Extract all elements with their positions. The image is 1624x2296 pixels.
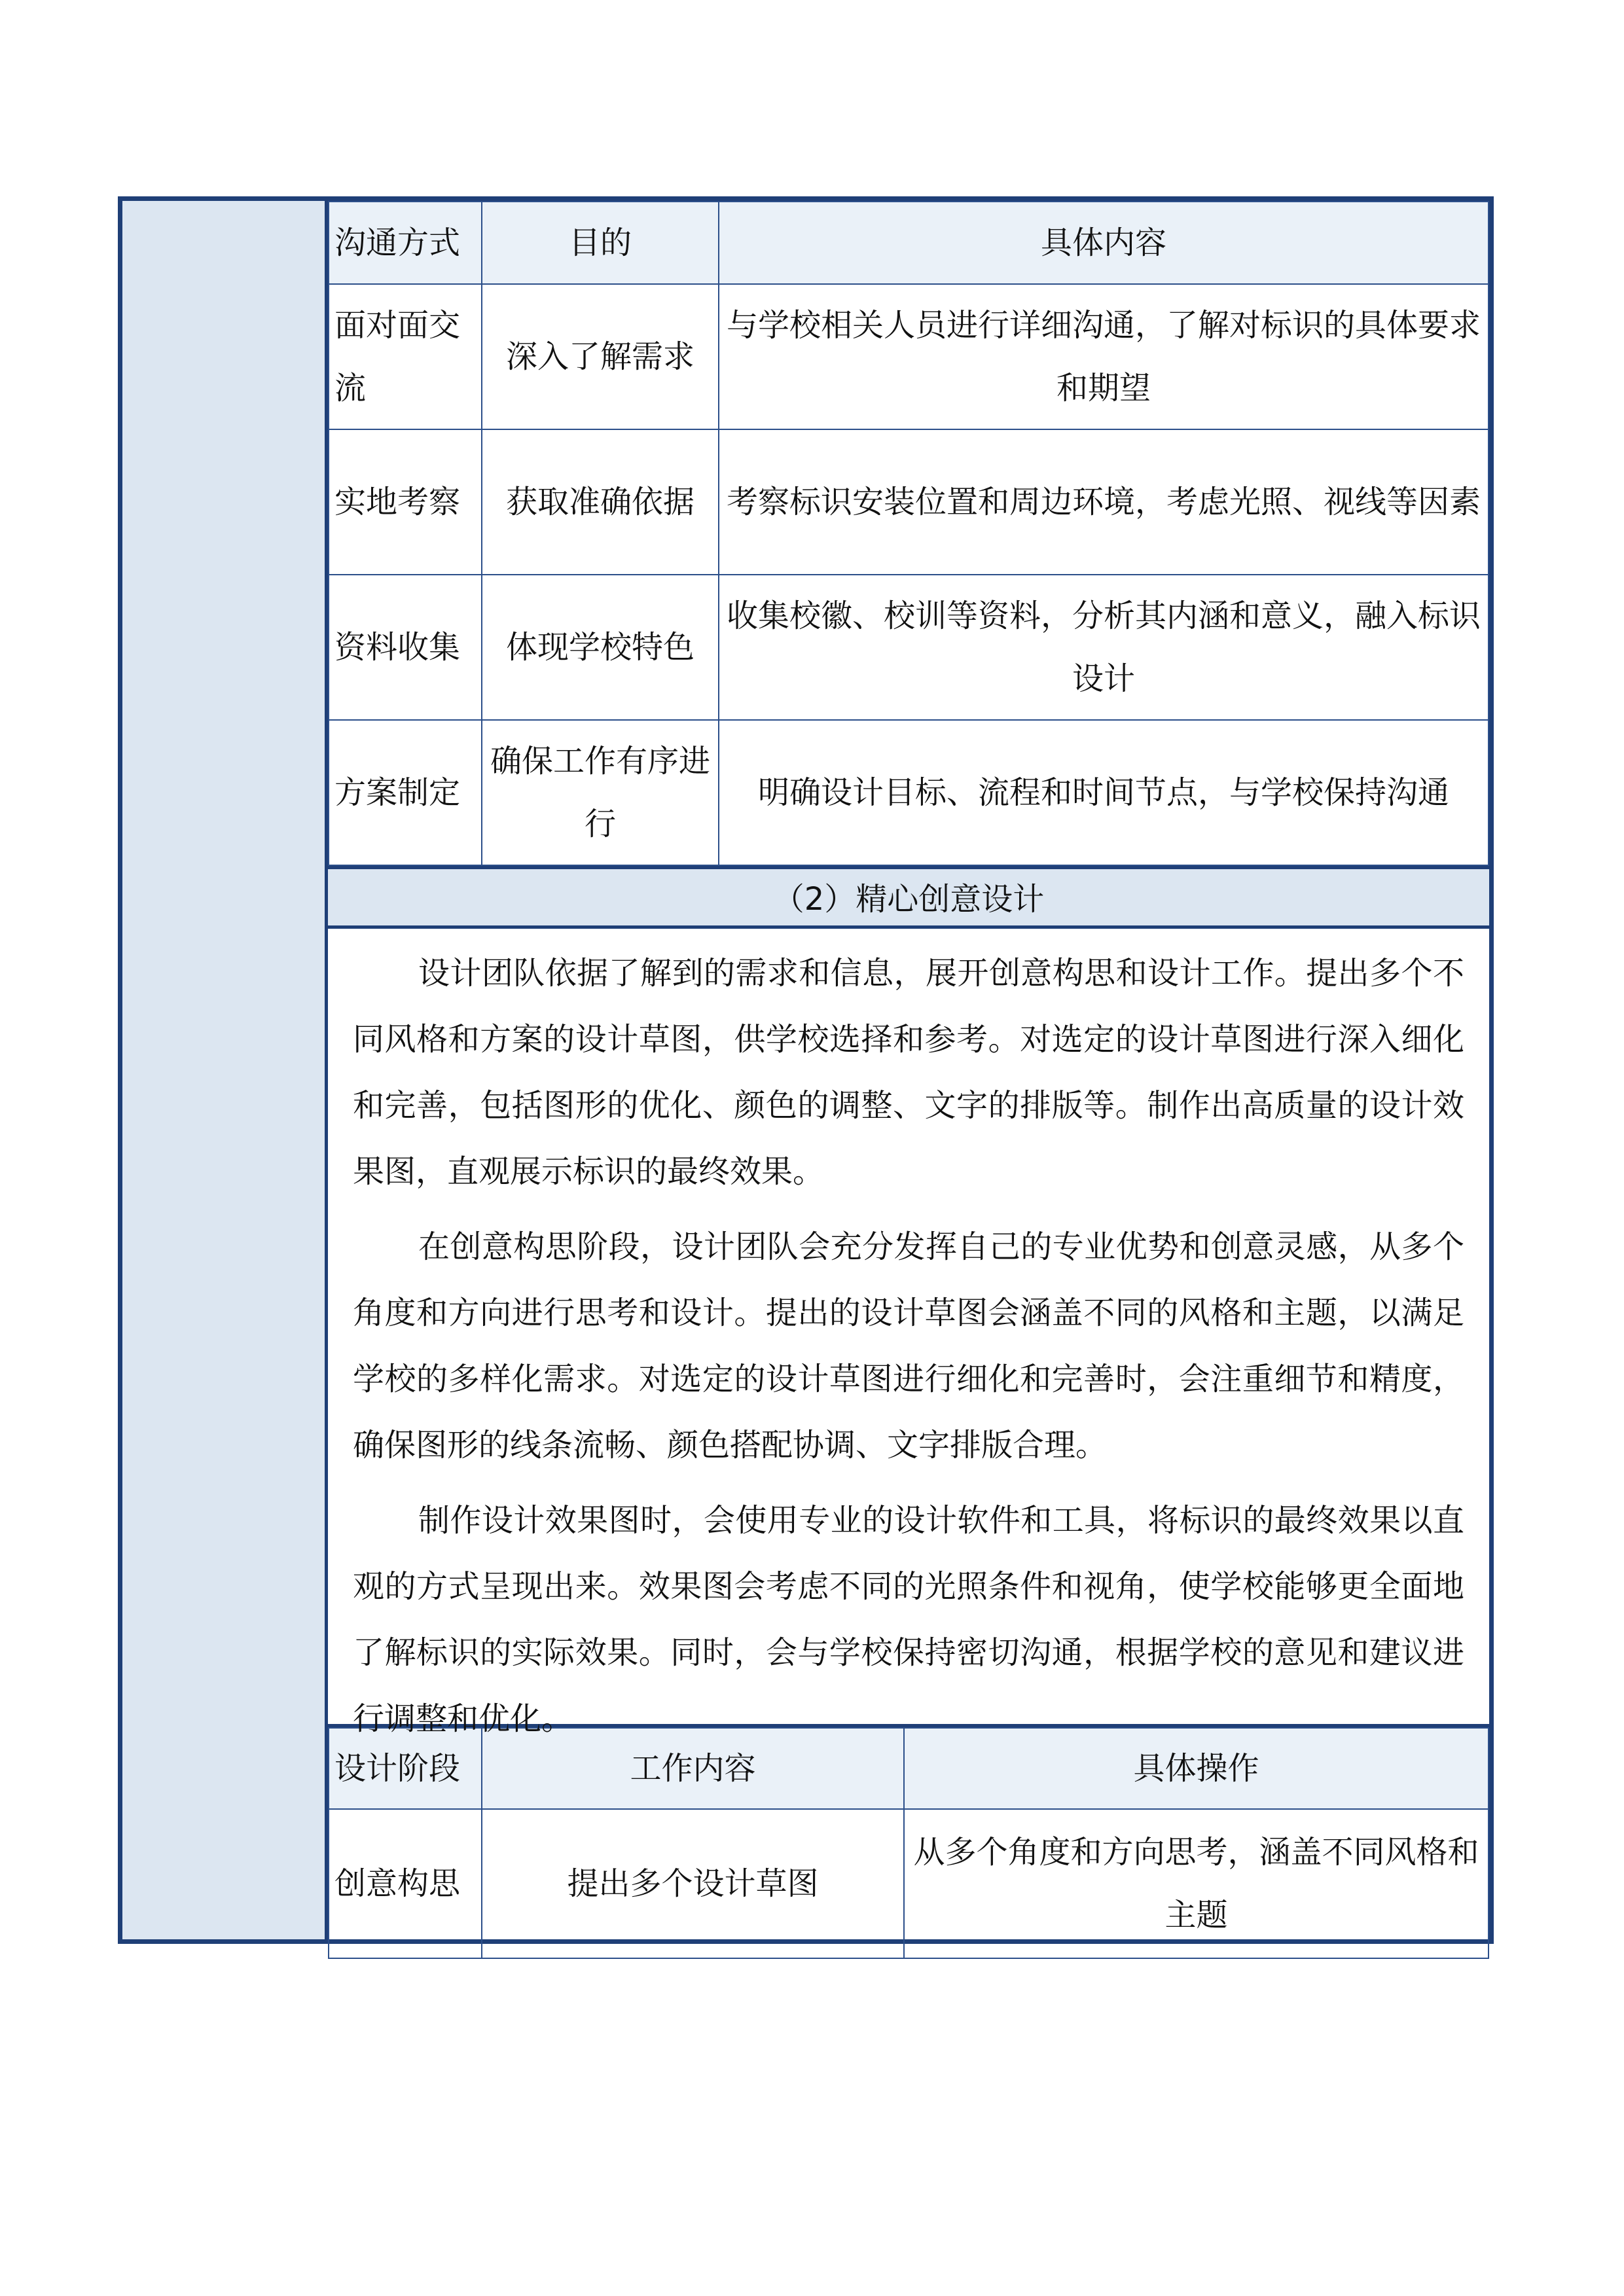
cell-method: 资料收集 xyxy=(329,575,482,720)
header-content: 具体内容 xyxy=(719,202,1489,284)
paragraph: 制作设计效果图时，会使用专业的设计软件和工具，将标识的最终效果以直观的方式呈现出来。效果图会考虑不同的光照条件和视角，使学校能够更全面地了解标识的实际效果。同时，会与学校保持密切沟通，根据学校的意见和建议进行调整和优化。 xyxy=(353,1502,1464,1737)
side-column xyxy=(122,201,328,1939)
paragraph: 设计团队依据了解到的需求和信息，展开创意构思和设计工作。提出多个不同风格和方案的设计草图，供学校选择和参考。对选定的设计草图进行深入细化和完善，包括图形的优化、颜色的调整、文字的排版等。制作出高质量的设计效果图，直观展示标识的最终效果。 xyxy=(353,955,1464,1190)
cell-purpose: 体现学校特色 xyxy=(482,575,719,720)
header-work: 工作内容 xyxy=(482,1728,904,1809)
table-row xyxy=(329,284,1489,429)
cell-work: 提出多个设计草图 xyxy=(482,1809,904,1958)
section-title: （2）精心创意设计 xyxy=(328,866,1489,929)
cell-method: 方案制定 xyxy=(329,720,482,865)
paragraph: 在创意构思阶段，设计团队会充分发挥自己的专业优势和创意灵感，从多个角度和方向进行思考和设计。提出的设计草图会涵盖不同的风格和主题，以满足学校的多样化需求。对选定的设计草图进行细化和完善时，会注重细节和精度，确保图形的线条流畅、颜色搭配协调、文字排版合理。 xyxy=(353,1229,1464,1463)
cell-purpose: 深入了解需求 xyxy=(482,284,719,429)
section-body xyxy=(328,929,1489,1737)
cell-method: 实地考察 xyxy=(329,429,482,575)
header-stage: 设计阶段 xyxy=(329,1728,482,1809)
table-row xyxy=(329,720,1489,865)
cell-content: 考察标识安装位置和周边环境，考虑光照、视线等因素 xyxy=(719,429,1489,575)
header-operation: 具体操作 xyxy=(904,1728,1489,1809)
table-row xyxy=(329,575,1489,720)
table-row xyxy=(329,429,1489,575)
table-row xyxy=(329,1809,1489,1958)
main-column xyxy=(328,201,1489,1939)
table-header-row xyxy=(329,202,1489,284)
cell-content: 明确设计目标、流程和时间节点，与学校保持沟通 xyxy=(719,720,1489,865)
cell-content: 与学校相关人员进行详细沟通，了解对标识的具体要求和期望 xyxy=(719,284,1489,429)
design-stage-table xyxy=(328,1727,1489,1959)
cell-operation: 从多个角度和方向思考，涵盖不同风格和主题 xyxy=(904,1809,1489,1958)
cell-method: 面对面交流 xyxy=(329,284,482,429)
header-purpose: 目的 xyxy=(482,202,719,284)
cell-purpose: 确保工作有序进行 xyxy=(482,720,719,865)
cell-stage: 创意构思 xyxy=(329,1809,482,1958)
cell-content: 收集校徽、校训等资料，分析其内涵和意义，融入标识设计 xyxy=(719,575,1489,720)
cell-purpose: 获取准确依据 xyxy=(482,429,719,575)
communication-table xyxy=(328,201,1489,866)
document-frame xyxy=(118,196,1494,1944)
header-method: 沟通方式 xyxy=(329,202,482,284)
